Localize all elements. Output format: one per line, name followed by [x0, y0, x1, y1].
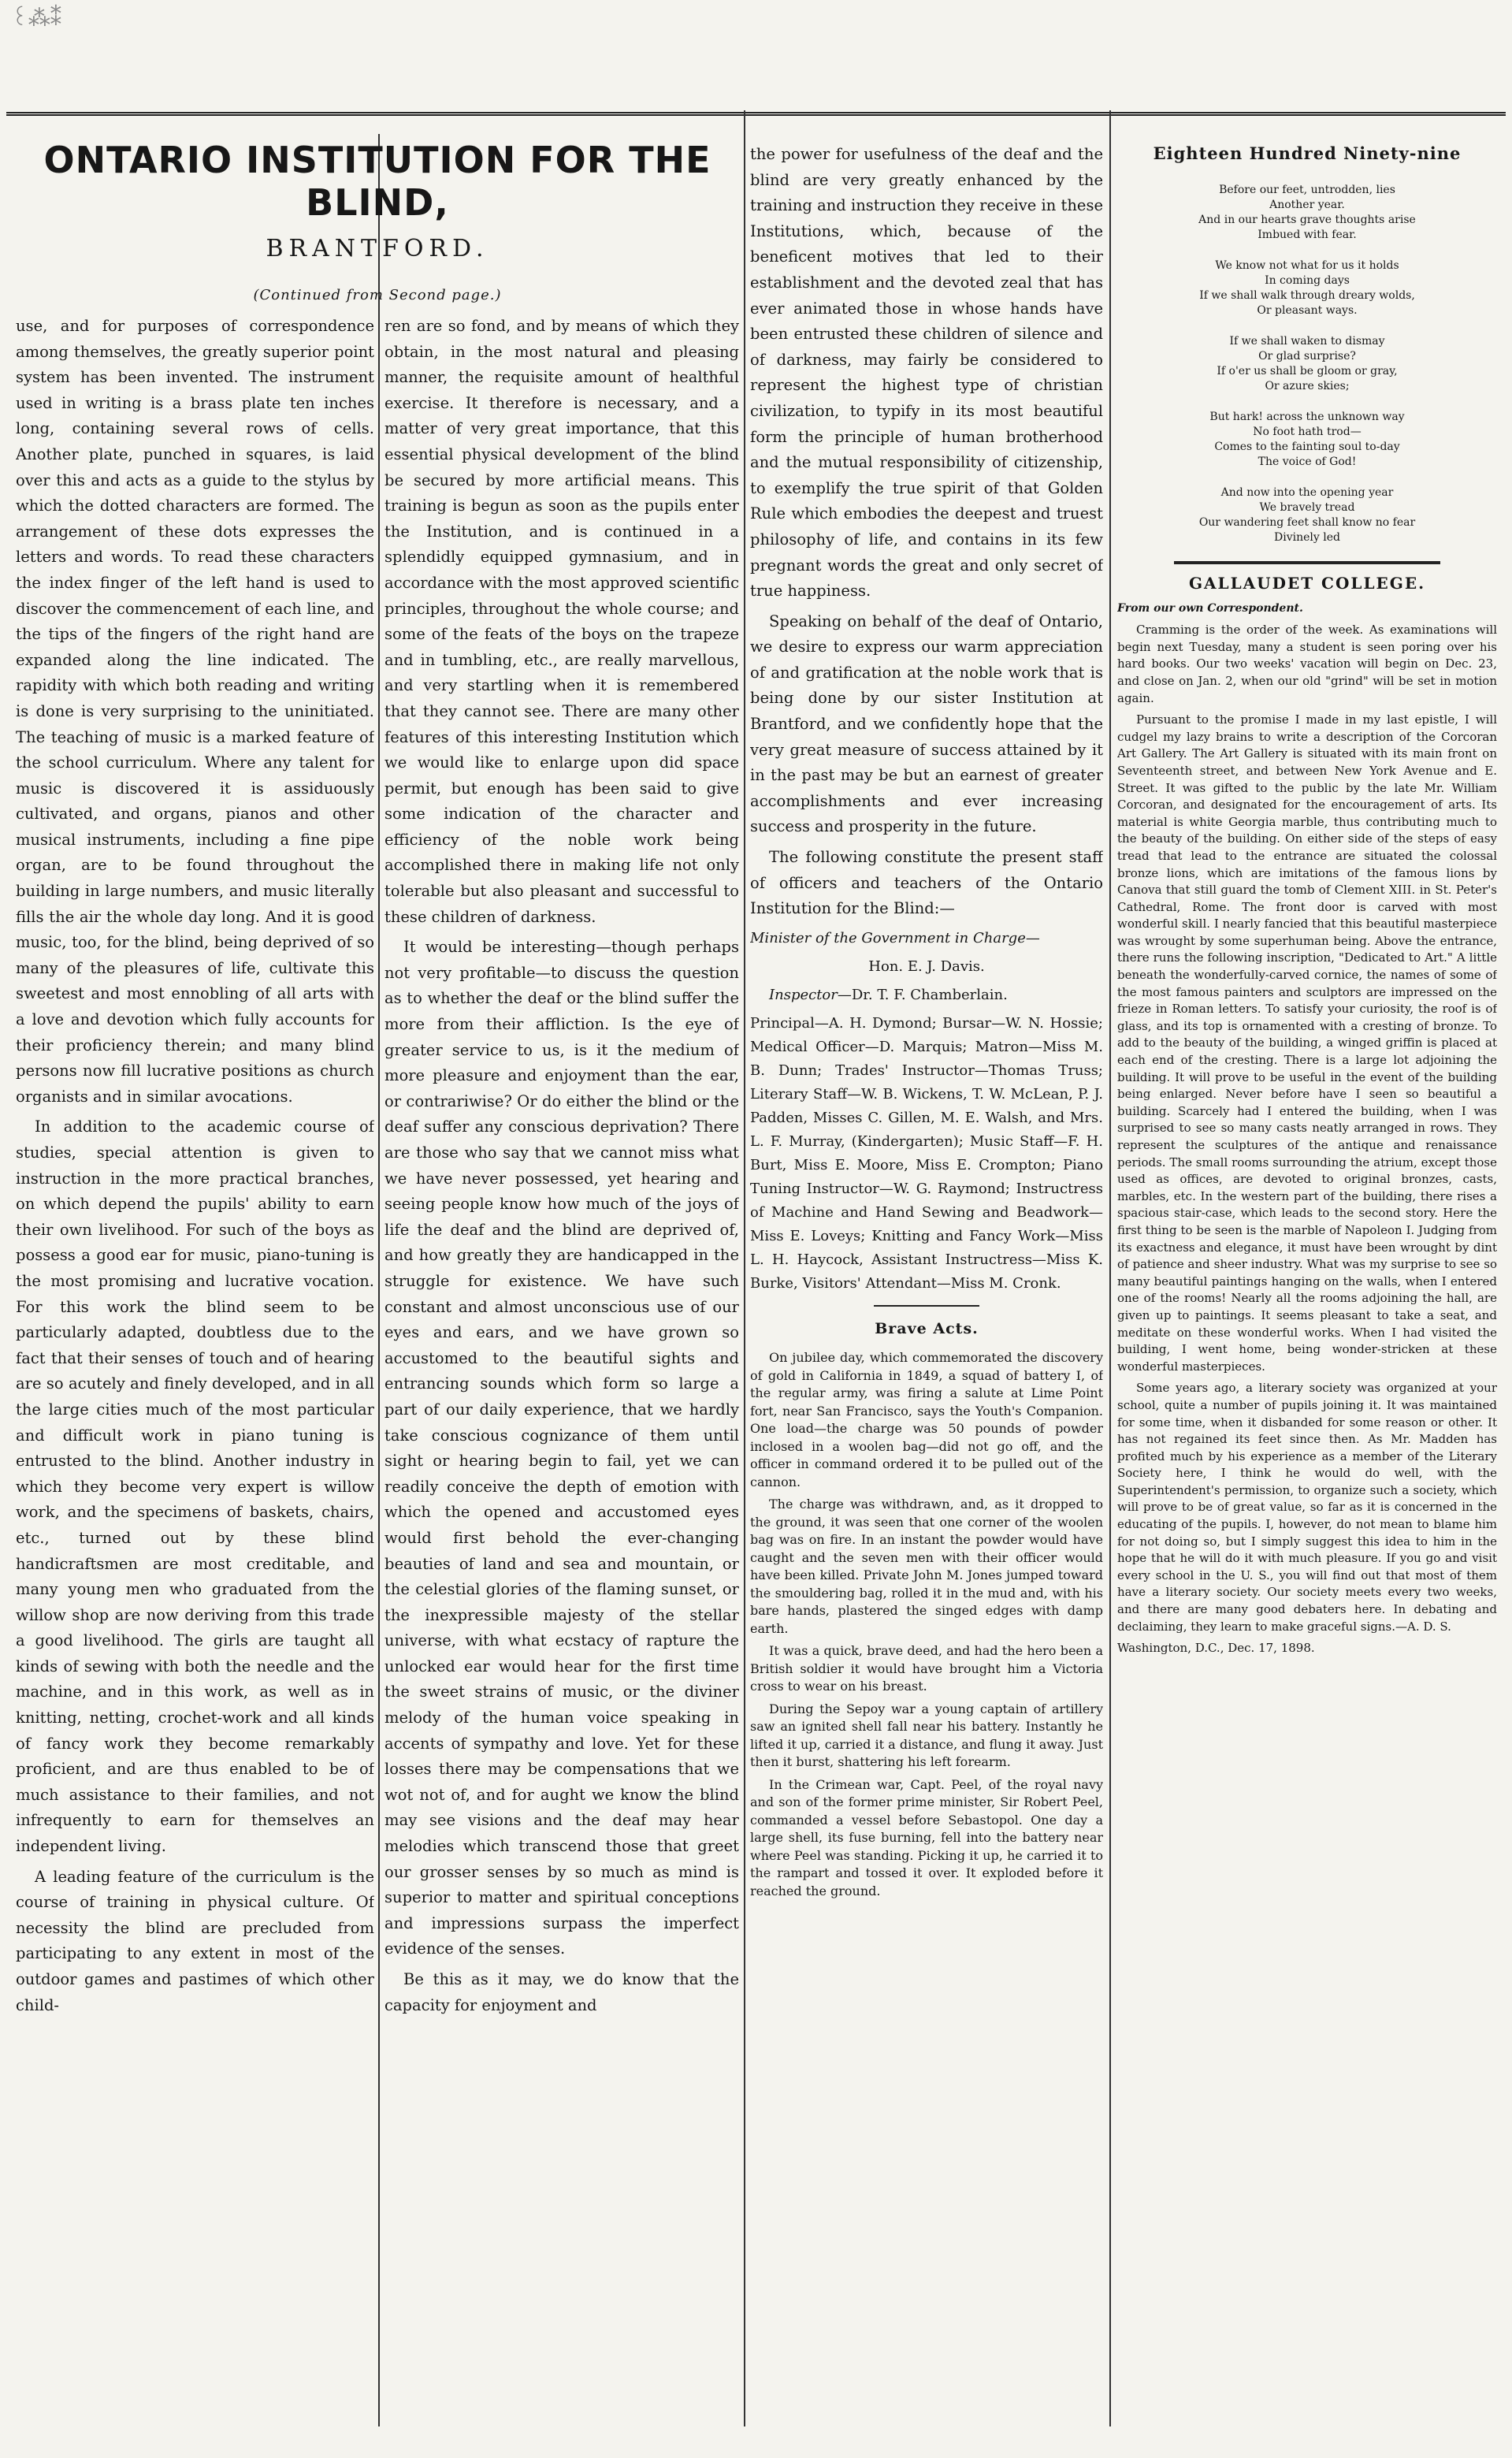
gallaudet-title: GALLAUDET COLLEGE.: [1188, 574, 1426, 593]
section-divider: [874, 1305, 979, 1307]
brave-acts-paragraph: On jubilee day, which commemorated the discovery of gold in California in 1849, a squad of battery I, of the regular army, was firing a salute at Lime Point fort, near San Francisco, says the Youth's Companion. One load—the charge was 50 pounds of powder inclosed in a woolen bag—did not go off, and the officer in command ordered it to be pulled out of the cannon.: [750, 1350, 1103, 1489]
inspector-name: Dr. T. F. Chamberlain.: [851, 986, 1008, 1003]
col3-paragraph: Speaking on behalf of the deaf of Ontario, we desire to express our warm appreciation of and gratification at the noble work that is being done by our sister Institution at Brantford, and we confidently hope that the very great measure of success attained by it in the past may be but an earnest of greater accomplishments and ever increasing success and prosperity in the future.: [750, 612, 1103, 836]
col2-paragraph: It would be interesting—though perhaps not very profitable—to discuss the question as to whether the deaf or the blind suffer the more from their affliction. Is the eye of greater service to us, is it the medium of more pleasure and enjoyment than the ear, or contrariwise? Or do either the blind or the deaf suffer any conscious deprivation? There are those who say that we cannot miss what we have never possessed, yet hearing and seeing people know how much of the joys of life the deaf and the blind are deprived of, and how greatly they are handicapped in the struggle for existence. We have such constant and almost unconscious use of our eyes and ears, and we have grown so accustomed to the beautiful sights and entrancing sounds which form so large a part of our daily experience, that we hardly take conscious cognizance of them until sight or hearing begin to fail, yet we can readily conceive the depth of emotion with which the opened and accustomed eyes would first behold the ever-changing beauties of land and sea and mountain, or the celestial glories of the flaming sunset, or the inexpressible majesty of the stellar universe, with what ecstacy of rapture the unlocked ear would hear for the first time the sweet strains of music, or the diviner melody of the human voice speaking in accents of sympathy and love. Yet for these losses there may be compensations that we wot not of, and for aught we know the blind may see visions and the deaf may hear melodies which transcend those that greet our grosser senses by so much as mind is superior to matter and spiritual conceptions and impressions surpass the imperfect evidence of the senses.: [385, 938, 739, 1958]
poem-line: No foot hath trod—: [1253, 426, 1362, 438]
section-divider: [1174, 561, 1440, 564]
brave-acts-paragraph: In the Crimean war, Capt. Peel, of the royal navy and son of the former prime minister, Sir Robert Peel, commanded a vessel before Sebastopol. One day a large shell, its fuse burning, fell into the battery near where Peel was standing. Picking it up, he carried it to the rampart and tossed it over. It exploded before it reached the ground.: [750, 1776, 1103, 1898]
brave-acts-paragraph: During the Sepoy war a young captain of artillery saw an ignited shell fall near his battery. Instantly he lifted it up, carried it a distance, and flung it away. Just then it burst, shattering his left forearm.: [750, 1701, 1103, 1770]
brave-acts-paragraph: The charge was withdrawn, and, as it dropped to the ground, it was seen that one corner of the woolen bag was on fire. In an instant the powder would have caught and the seven men with their officer would have been killed. Private John M. Jones jumped toward the smouldering bag, rolled it in the mud and, with his bare hands, plastered the singed edges with damp earth.: [750, 1497, 1103, 1636]
brave-acts-body: [750, 1349, 1103, 1900]
poem-line: In coming days: [1265, 274, 1350, 287]
poem-line: And now into the opening year: [1220, 486, 1394, 499]
poem-title: Eighteen Hundred Ninety-nine: [1153, 143, 1462, 163]
poem-line: We bravely tread: [1259, 501, 1355, 514]
poem-line: We know not what for us it holds: [1215, 259, 1399, 272]
brave-acts-paragraph: It was a quick, brave deed, and had the hero been a British soldier it would have brought him a Victoria cross to wear on his breast.: [750, 1643, 1103, 1694]
column-rule-3: [1109, 110, 1111, 2426]
article-place: BRANTFORD.: [266, 235, 489, 262]
poem-line: Imbued with fear.: [1258, 229, 1357, 241]
poem-line: If we shall waken to dismay: [1229, 335, 1385, 348]
brave-acts-title: Brave Acts.: [875, 1319, 979, 1337]
col2-paragraph: ren are so fond, and by means of which they obtain, in the most natural and pleasing manner, the requisite amount of healthful exercise. It therefore is necessary, and a matter of very great importance, that this essential physical development of the blind be secured by more artificial means. This training is begun as soon as the pupils enter the Institution, and is continued in a splendidly equipped gymnasium, and in accordance with the most approved scientific principles, throughout the whole course; and some of the feats of the boys on the trapeze and in tumbling, etc., are really marvellous, and very startling when it is remembered that they cannot see. There are many other features of this interesting Institution which we would like to enlarge upon did space permit, but enough has been said to give some indication of the character and efficiency of the noble work being accomplished there in making life not only tolerable but also pleasant and successful to these children of darkness.: [385, 317, 739, 926]
corner-ornament: ꒰⁂⁑: [11, 5, 61, 31]
inspector-line: [750, 984, 1103, 1007]
inspector-label: Inspector—: [769, 986, 852, 1003]
poem-line: But hark! across the unknown way: [1209, 411, 1405, 423]
col1-paragraph: In addition to the academic course of studies, special attention is given to instruction in the more practical branches, on which depend the pupils' ability to earn their own livelihood. For such of the boys as possess a good ear for music, piano-tuning is the most promising and lucrative vocation. For this work the blind seem to be particularly adapted, doubtless due to the fact that their senses of touch and of hearing are so acutely and finely developed, and in all the large cities much of the most particular and difficult work in piano tuning is entrusted to the blind. Another industry in which they become very expert is willow work, and the specimens of baskets, chairs, etc., turned out by these blind handicraftsmen are most creditable, and many young men who graduated from the willow shop are now deriving from this trade a good livelihood. The girls are taught all kinds of sewing with both the needle and the machine, and in this work, as well as in knitting, netting, crochet-work and all kinds of fancy work they become remarkably proficient, and are thus enabled to be of much assistance to their families, and not infrequently to earn for themselves an independent living.: [16, 1117, 374, 1856]
poem-line: Comes to the fainting soul to-day: [1214, 441, 1400, 453]
poem-stanza: [1117, 485, 1497, 545]
poem-line: Before our feet, untrodden, lies: [1219, 184, 1395, 196]
poem-line: If o'er us shall be gloom or gray,: [1217, 365, 1398, 377]
staff-roster: Principal—A. H. Dymond; Bursar—W. N. Hossie; Medical Officer—D. Marquis; Matron—Miss M. B. Dunn; Trades' Instructor—Thomas Truss; Literary Staff—W. B. Wickens, T. W. McLean, P. J. Padden, Misses C. Gillen, M. E. Walsh, and Mrs. L. F. Murray, (Kindergarten); Music Staff—F. H. Burt, Miss E. Moore, Miss E. Crompton; Piano Tuning Instructor—W. G. Raymond; Instructress of Machine and Hand Sewing and Beadwork—Miss E. Loveys; Knitting and Fancy Work—Miss L. H. Haycock, Assistant Instructress—Miss K. Burke, Visitors' Attendant—Miss M. Cronk.: [750, 1014, 1103, 1292]
column-3: [750, 142, 1103, 2458]
col2-paragraph: Be this as it may, we do know that the capacity for enjoyment and: [385, 1970, 739, 2014]
poem-line: Our wandering feet shall know no fear: [1198, 516, 1416, 529]
staff-list: [750, 927, 1103, 1296]
col3-paragraph: The following constitute the present staff of officers and teachers of the Ontario Institution for the Blind:—: [750, 848, 1103, 918]
column-rule-2: [744, 110, 745, 2426]
poem-stanza: [1117, 410, 1497, 470]
col1-paragraph: A leading feature of the curriculum is the course of training in physical culture. Of necessity the blind are precluded from participating to any extent in most of the outdoor games and pastimes of which other child-: [16, 1867, 374, 2014]
poem-line: Or glad surprise?: [1258, 350, 1356, 363]
col3-paragraph: the power for usefulness of the deaf and the blind are very greatly enhanced by the training and instruction they receive in these Institutions, which, because of the beneficent motives that led to their establishment and the devoted zeal that has ever animated those in whose hands have been entrusted these children of silence and of darkness, may fairly be considered to represent the highest type of christian civilization, to typify in its most beautiful form the principle of human brotherhood and the mutual responsibility of citizenship, to exemplify the true spirit of that Golden Rule which embodies the deepest and truest philosophy of life, and contains in its few pregnant words the great and only secret of true happiness.: [750, 145, 1103, 601]
minister-line: [750, 927, 1103, 950]
poem-line: Another year.: [1269, 199, 1345, 211]
poem-line: The voice of God!: [1258, 456, 1357, 468]
poem-stanza: [1117, 334, 1497, 394]
poem-line: If we shall walk through dreary wolds,: [1199, 289, 1415, 302]
column-1: [16, 314, 374, 2458]
article-masthead: [16, 139, 739, 303]
column-2: [385, 314, 739, 2458]
poem-line: Divinely led: [1274, 531, 1340, 544]
col1-paragraph: use, and for purposes of correspondence among themselves, the greatly superior point system has been invented. The instrument used in writing is a brass plate ten inches long, containing several rows of cells. Another plate, punched in squares, is laid over this and acts as a guide to the stylus by which the dotted characters are formed. The arrangement of these dots expresses the letters and words. To read these characters the index finger of the left hand is used to discover the commencement of each line, and the tips of the fingers of the right hand are expanded along the line indicated. The rapidity with which both reading and writing is done is very surprising to the uninitiated. The teaching of music is a marked feature of the school curriculum. Where any talent for music is discovered it is assiduously cultivated, and organs, pianos and other musical instruments, including a fine pipe organ, are to be found throughout the building in large numbers, and music literally fills the air the whole day long. And it is good music, too, for the blind, being deprived of so many of the pleasures of life, cultivate this sweetest and most ennobling of all arts with a love and devotion which fully accounts for their proficiency therein; and many blind persons now fill lucrative positions as church organists and in similar avocations.: [16, 317, 374, 1106]
top-rule: [6, 112, 1506, 116]
gallaudet-byline: From our own Correspondent.: [1117, 601, 1303, 615]
gallaudet-paragraph: Cramming is the order of the week. As examinations will begin next Tuesday, many a student is seen poring over his hard books. Our two weeks' vacation will begin on Dec. 23, and close on Jan. 2, when our old "grind" will be set in motion again.: [1117, 623, 1497, 705]
continued-note: (Continued from Second page.): [253, 287, 502, 303]
poem-line: Or pleasant ways.: [1257, 304, 1358, 317]
poem-stanza: [1117, 258, 1497, 318]
poem-line: Or azure skies;: [1265, 380, 1350, 392]
column-4: [1117, 142, 1497, 2458]
minister-label: Minister of the Government in Charge—: [750, 929, 1040, 946]
column-rule-1: [378, 134, 380, 2426]
gallaudet-signoff: Washington, D.C., Dec. 17, 1898.: [1117, 1641, 1315, 1656]
article-title: ONTARIO INSTITUTION FOR THE BLIND,: [43, 139, 711, 224]
poem-line: And in our hearts grave thoughts arise: [1198, 214, 1416, 226]
gallaudet-paragraph: Some years ago, a literary society was organized at your school, quite a number of pupils joining it. It was maintained for some time, when it disbanded for some reason or other. It has not regained its feet since then. As Mr. Madden has profited much by his experience as a member of the Literary Society here, I think he would do well, with the Superintendent's permission, to organize such a society, which will prove to be of great value, so far as it is concerned in the educating of the pupils. I, however, do not mean to blame him for not doing so, but I simply suggest this idea to him in the hope that he will do it with much pleasure. If you go and visit every school in the U. S., you will find out that most of them have a literary society. Our society meets every two weeks, and there are many good debaters here. In debating and declaiming, they learn to make graceful signs.—A. D. S.: [1117, 1381, 1497, 1634]
gallaudet-paragraph: Pursuant to the promise I made in my last epistle, I will cudgel my lazy brains to write a description of the Corcoran Art Gallery. The Art Gallery is situated with its main front on Seventeenth street, and between New York Avenue and E. Street. It was gifted to the public by the late Mr. William Corcoran, and designated for the encouragement of arts. Its material is white Georgia marble, thus contributing much to the beauty of the building. On either side of the steps of easy tread that lead to the entrance are situated the colossal bronze lions, which are imitations of the famous lions by Canova that still guard the tomb of Clement XIII. in St. Peter's Cathedral, Rome. The front door is carved with most wonderful skill. I nearly fancied that this beautiful masterpiece was wrought by some superhuman being. Above the entrance, there runs the following inscription, "Dedicated to Art." A little beneath the wonderfully-carved cornice, the names of some of the most famous painters and sculptors are impressed on the frieze in Roman letters. To satisfy your curiosity, the roof is of glass, and its top is ornamented with a cresting of bronze. To add to the beauty of the building, a winged griffin is placed at each end of the cresting. There is a large lot adjoining the building. It will prove to be useful in the event of the building being enlarged. Never before have I seen so beautiful a building. Scarcely had I entered the building, when I was surprised to see so many casts neatly arranged in rows. They represent the sculptures of the antique and renaissance periods. The small rooms surrounding the atrium, except those used as offices, are devoted to original bronzes, casts, marbles, etc. In the western part of the building, there rises a spacious stair-case, which leads to the second story. Here the first thing to be seen is the marble of Napoleon I. Judging from its exactness and elegance, it must have been wrought by dint of patience and sheer industry. What was my surprise to see so many beautiful paintings hanging on the walls, when I entered one of the rooms! Nearly all the rooms adjoining the hall, are given up to paintings. It seems pleasant to take a seat, and meditate on these wonderful works. When I had visited the building, I went home, being wonder-stricken at these wonderful masterpieces.: [1117, 712, 1497, 1374]
minister-name: Hon. E. J. Davis.: [868, 958, 985, 975]
poem-stanza: [1117, 183, 1497, 243]
